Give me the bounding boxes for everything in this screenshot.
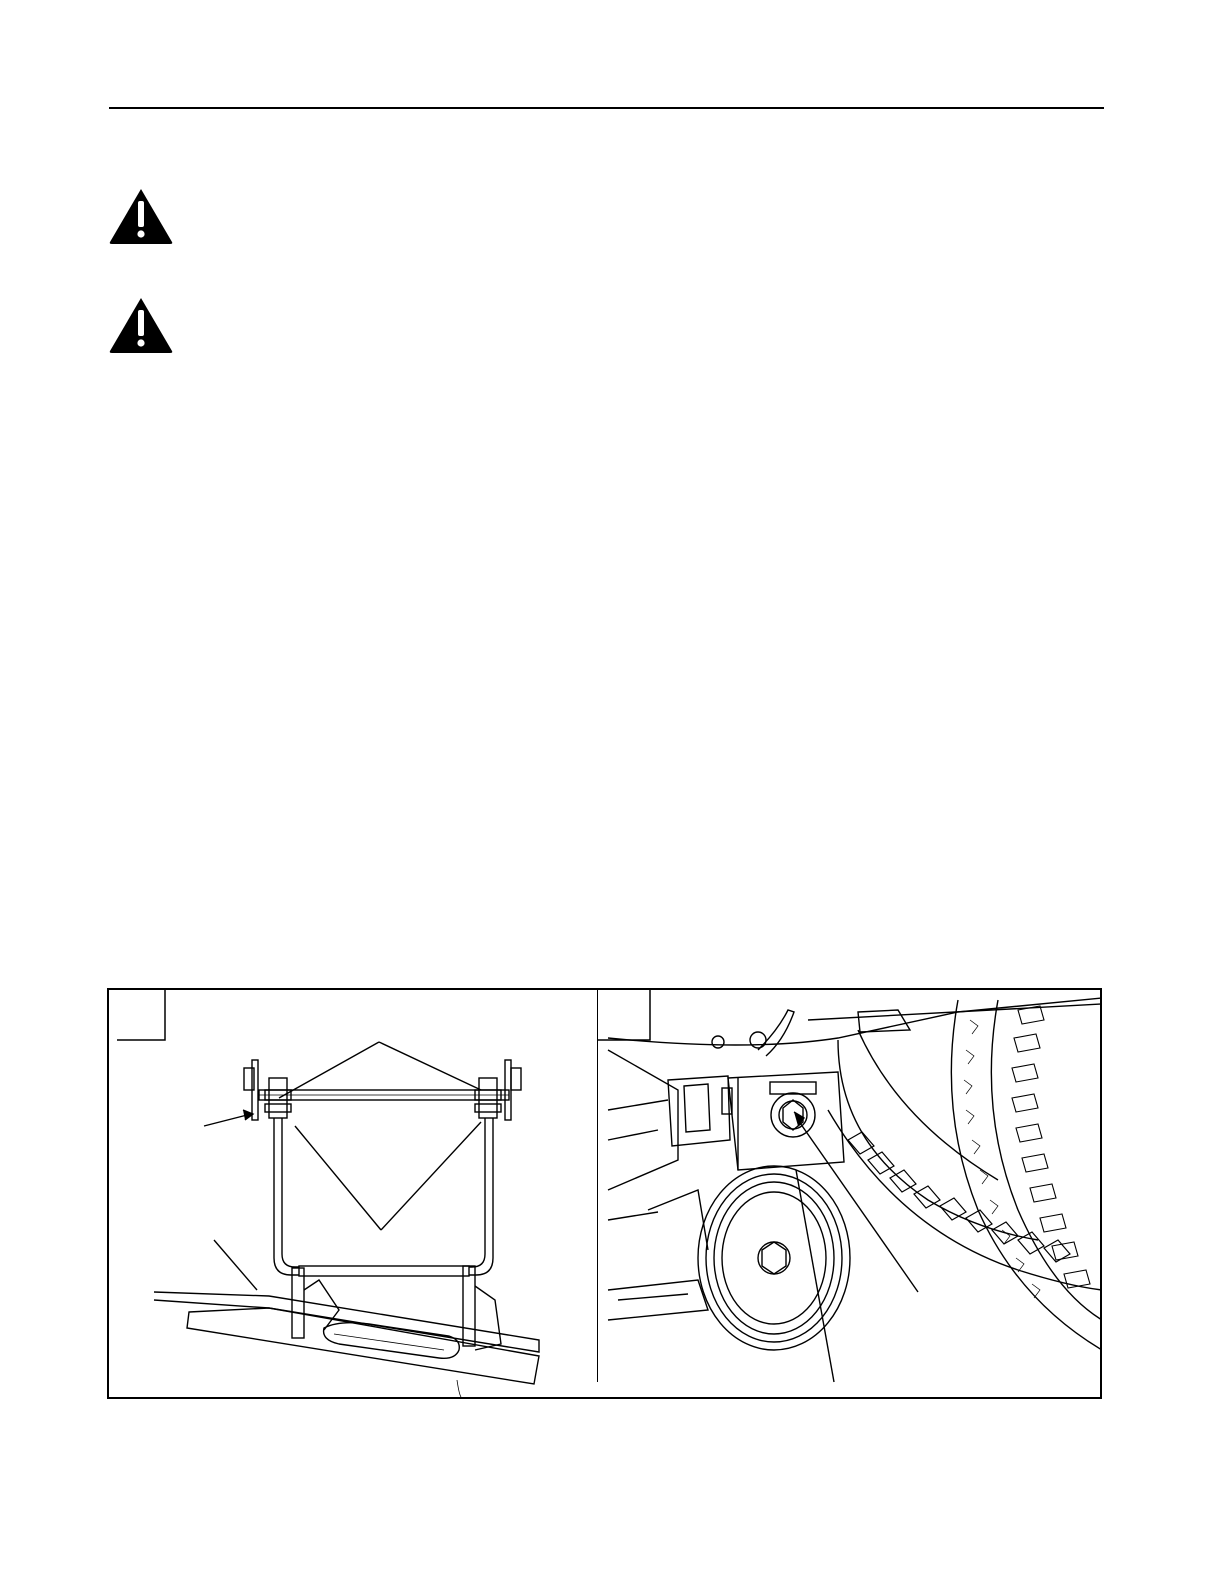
header-rule (109, 107, 1104, 109)
deck-wheel-tire-diagram (598, 990, 1102, 1397)
warning-triangle-icon (108, 296, 174, 354)
figure-panel (107, 988, 1102, 1399)
warning-triangle-icon (108, 187, 174, 245)
hitch-bracket-diagram (109, 990, 599, 1397)
